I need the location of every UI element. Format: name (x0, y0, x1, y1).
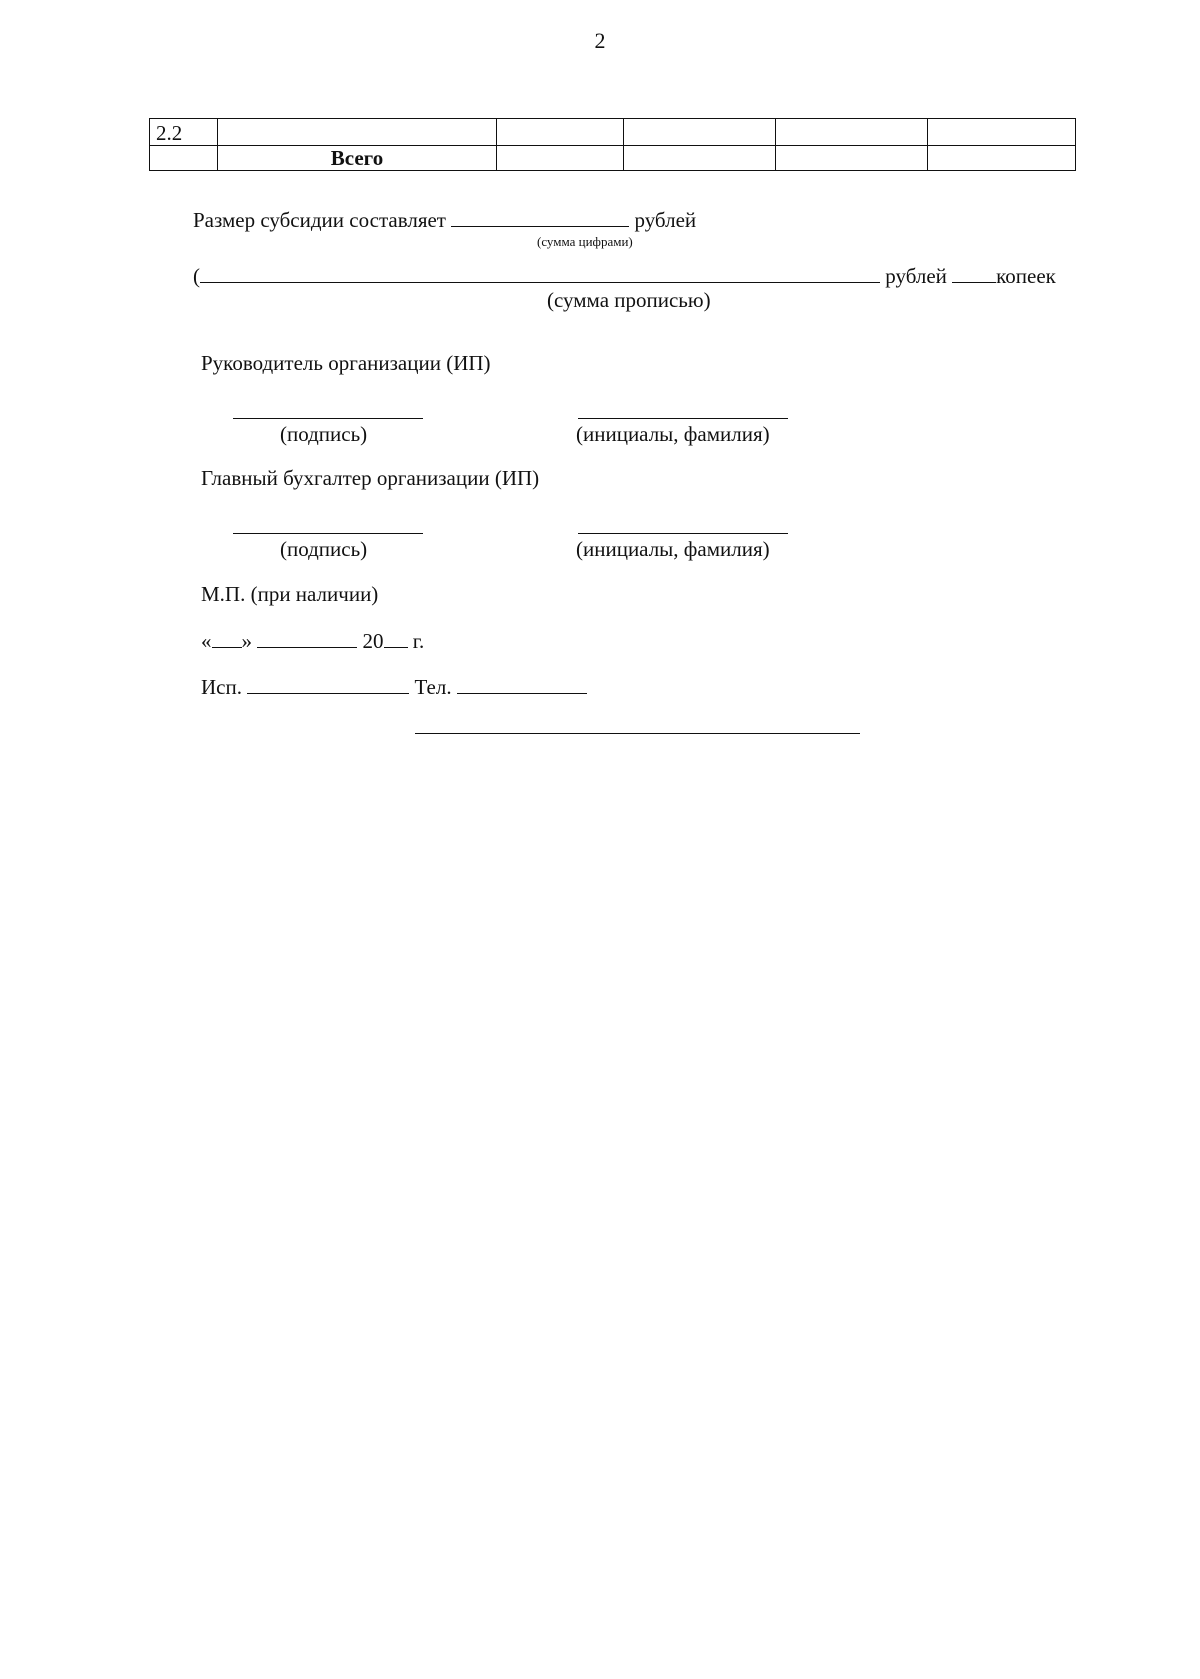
phone-label: Тел. (414, 675, 452, 699)
subsidy-digits-field[interactable] (451, 206, 629, 227)
head-name-caption: (инициалы, фамилия) (576, 422, 770, 446)
table-cell[interactable] (624, 146, 776, 171)
table-cell: 2.2 (150, 119, 218, 146)
table-cell[interactable] (928, 146, 1076, 171)
accountant-name-field[interactable] (578, 533, 788, 534)
head-name-field[interactable] (578, 418, 788, 419)
table-cell[interactable] (497, 119, 624, 146)
head-signature-field[interactable] (233, 418, 423, 419)
phone-field[interactable] (457, 673, 587, 694)
stamp-label: М.П. (при наличии) (201, 582, 379, 606)
table-row-total (150, 146, 1076, 171)
words-caption: (сумма прописью) (547, 288, 711, 312)
accountant-signature-field[interactable] (233, 533, 423, 534)
total-label: Всего (218, 146, 497, 171)
kopecks-field[interactable] (952, 262, 996, 283)
date-close-quote: » (241, 629, 252, 653)
form-table (149, 118, 1076, 171)
end-separator (415, 733, 860, 734)
date-open-quote: « (201, 629, 212, 653)
table-row (150, 119, 1076, 146)
subsidy-label: Размер субсидии составляет (193, 208, 446, 232)
head-title: Руководитель организации (ИП) (201, 351, 491, 375)
rubles-label: рублей (634, 208, 697, 232)
table-cell[interactable] (497, 146, 624, 171)
table-cell (150, 146, 218, 171)
table-cell[interactable] (776, 146, 928, 171)
digits-caption: (сумма цифрами) (537, 234, 633, 249)
date-month-field[interactable] (257, 627, 357, 648)
subsidy-amount-line (193, 206, 696, 233)
date-line (201, 627, 424, 654)
table-cell[interactable] (928, 119, 1076, 146)
open-paren: ( (193, 264, 200, 288)
executor-label: Исп. (201, 675, 242, 699)
date-century: 20 (362, 629, 384, 653)
subsidy-words-line (193, 262, 1056, 289)
page-number: 2 (594, 28, 606, 53)
contact-line (201, 673, 587, 700)
date-day-field[interactable] (212, 627, 242, 648)
head-signature-caption: (подпись) (280, 422, 368, 446)
accountant-title: Главный бухгалтер организации (ИП) (201, 466, 540, 490)
date-year-field[interactable] (384, 627, 408, 648)
rubles-label-2: рублей (885, 264, 947, 288)
table-cell[interactable] (776, 119, 928, 146)
date-year-suffix: г. (412, 629, 425, 653)
accountant-signature-caption: (подпись) (280, 537, 368, 561)
table-cell[interactable] (218, 119, 497, 146)
subsidy-words-field[interactable] (200, 262, 880, 283)
executor-field[interactable] (247, 673, 409, 694)
table-cell[interactable] (624, 119, 776, 146)
kopecks-label: копеек (996, 264, 1056, 288)
accountant-name-caption: (инициалы, фамилия) (576, 537, 770, 561)
